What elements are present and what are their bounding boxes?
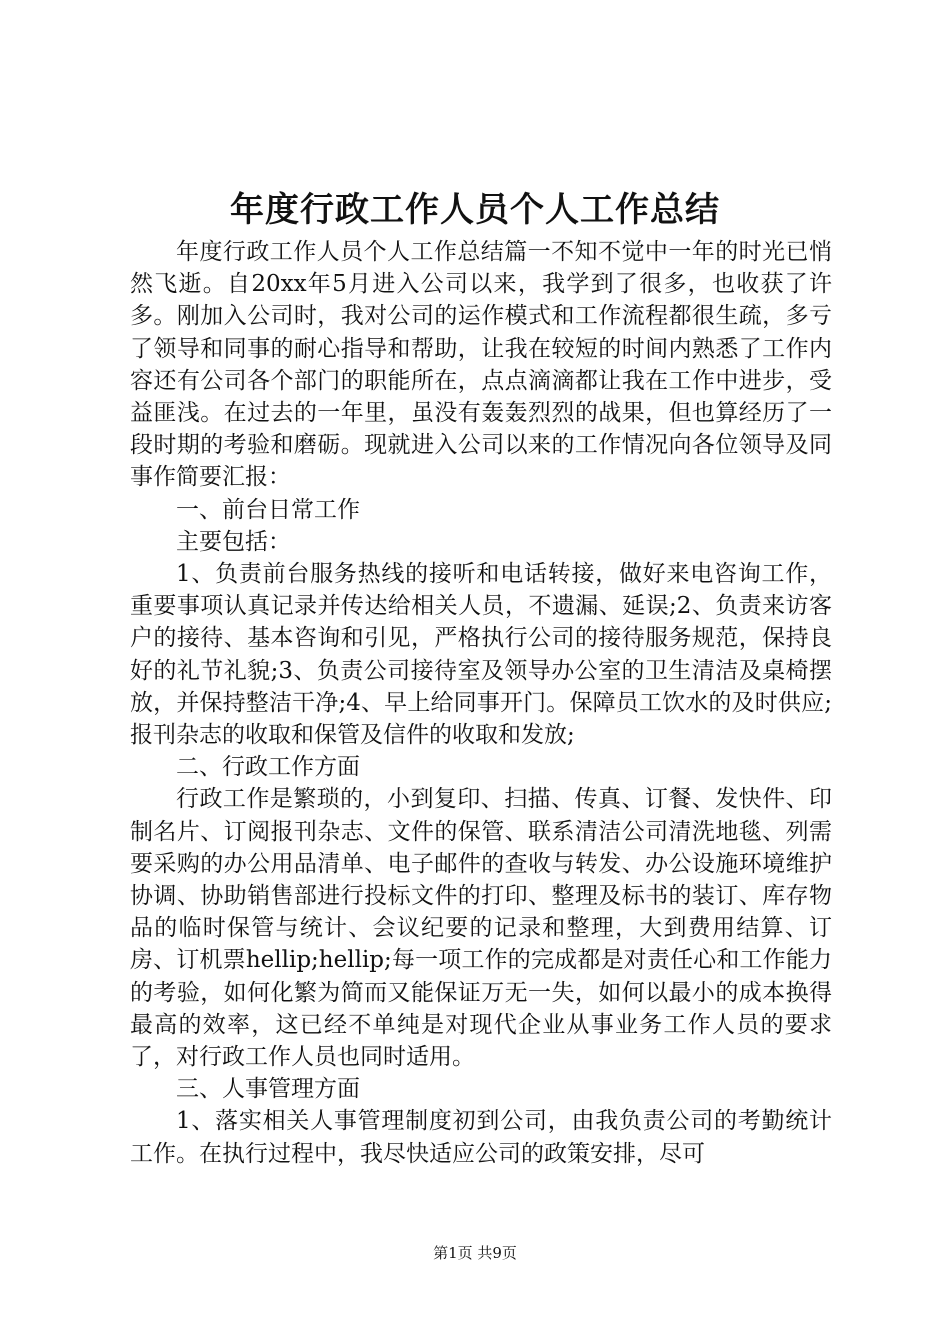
- document-title: 年度行政工作人员个人工作总结: [230, 190, 720, 230]
- page-number-footer: 第1页 共9页: [433, 1244, 517, 1262]
- paragraph-intro: 年度行政工作人员个人工作总结篇一不知不觉中一年的时光已悄然飞逝。自20xx年5月进入公司以来，我学到了很多，也收获了许多。刚加入公司时，我对公司的运作模式和工作流程都很生疏，多亏了领导和同事的耐心指导和帮助，让我在较短的时间内熟悉了工作内容还有公司各个部门的职能所在，点点滴滴都让我在工作中进步，受益匪浅。在过去的一年里，虽没有轰轰烈烈的战果，但也算经历了一段时期的考验和磨砺。现就进入公司以来的工作情况向各位领导及同事作简要汇报：: [130, 239, 832, 491]
- paragraph-hr-work: 1、落实相关人事管理制度初到公司，由我负责公司的考勤统计工作。在执行过程中，我尽快适应公司的政策安排，尽可: [130, 1108, 832, 1167]
- paragraph-front-desk-duties: 1、负责前台服务热线的接听和电话转接，做好来电咨询工作，重要事项认真记录并传达给相关人员，不遗漏、延误;2、负责来访客户的接待、基本咨询和引见，严格执行公司的接待服务规范，保持良好的礼节礼貌;3、负责公司接待室及领导办公室的卫生清洁及桌椅摆放，并保持整洁干净;4、早上给同事开门。保障员工饮水的及时供应;报刊杂志的收取和保管及信件的收取和发放;: [130, 561, 832, 749]
- document-body: [130, 236, 832, 1170]
- paragraph-admin-work: 行政工作是繁琐的，小到复印、扫描、传真、订餐、发快件、印制名片、订阅报刊杂志、文件的保管、联系清洁公司清洗地毯、列需要采购的办公用品清单、电子邮件的查收与转发、办公设施环境维护协调、协助销售部进行投标文件的打印、整理及标书的装订、库存物品的临时保管与统计、会议纪要的记录和整理，大到费用结算、订房、订机票hellip;hellip;每一项工作的完成都是对责任心和工作能力的考验，如何化繁为简而又能保证万无一失，如何以最小的成本换得最高的效率，这已经不单纯是对现代企业从事业务工作人员的要求了，对行政工作人员也同时适用。: [130, 786, 832, 1071]
- section-heading-hr: 三、人事管理方面: [176, 1076, 360, 1103]
- section-heading-admin: 二、行政工作方面: [176, 754, 360, 781]
- section-heading-front-desk: 一、前台日常工作: [176, 496, 360, 523]
- paragraph-main-includes: 主要包括：: [176, 528, 291, 555]
